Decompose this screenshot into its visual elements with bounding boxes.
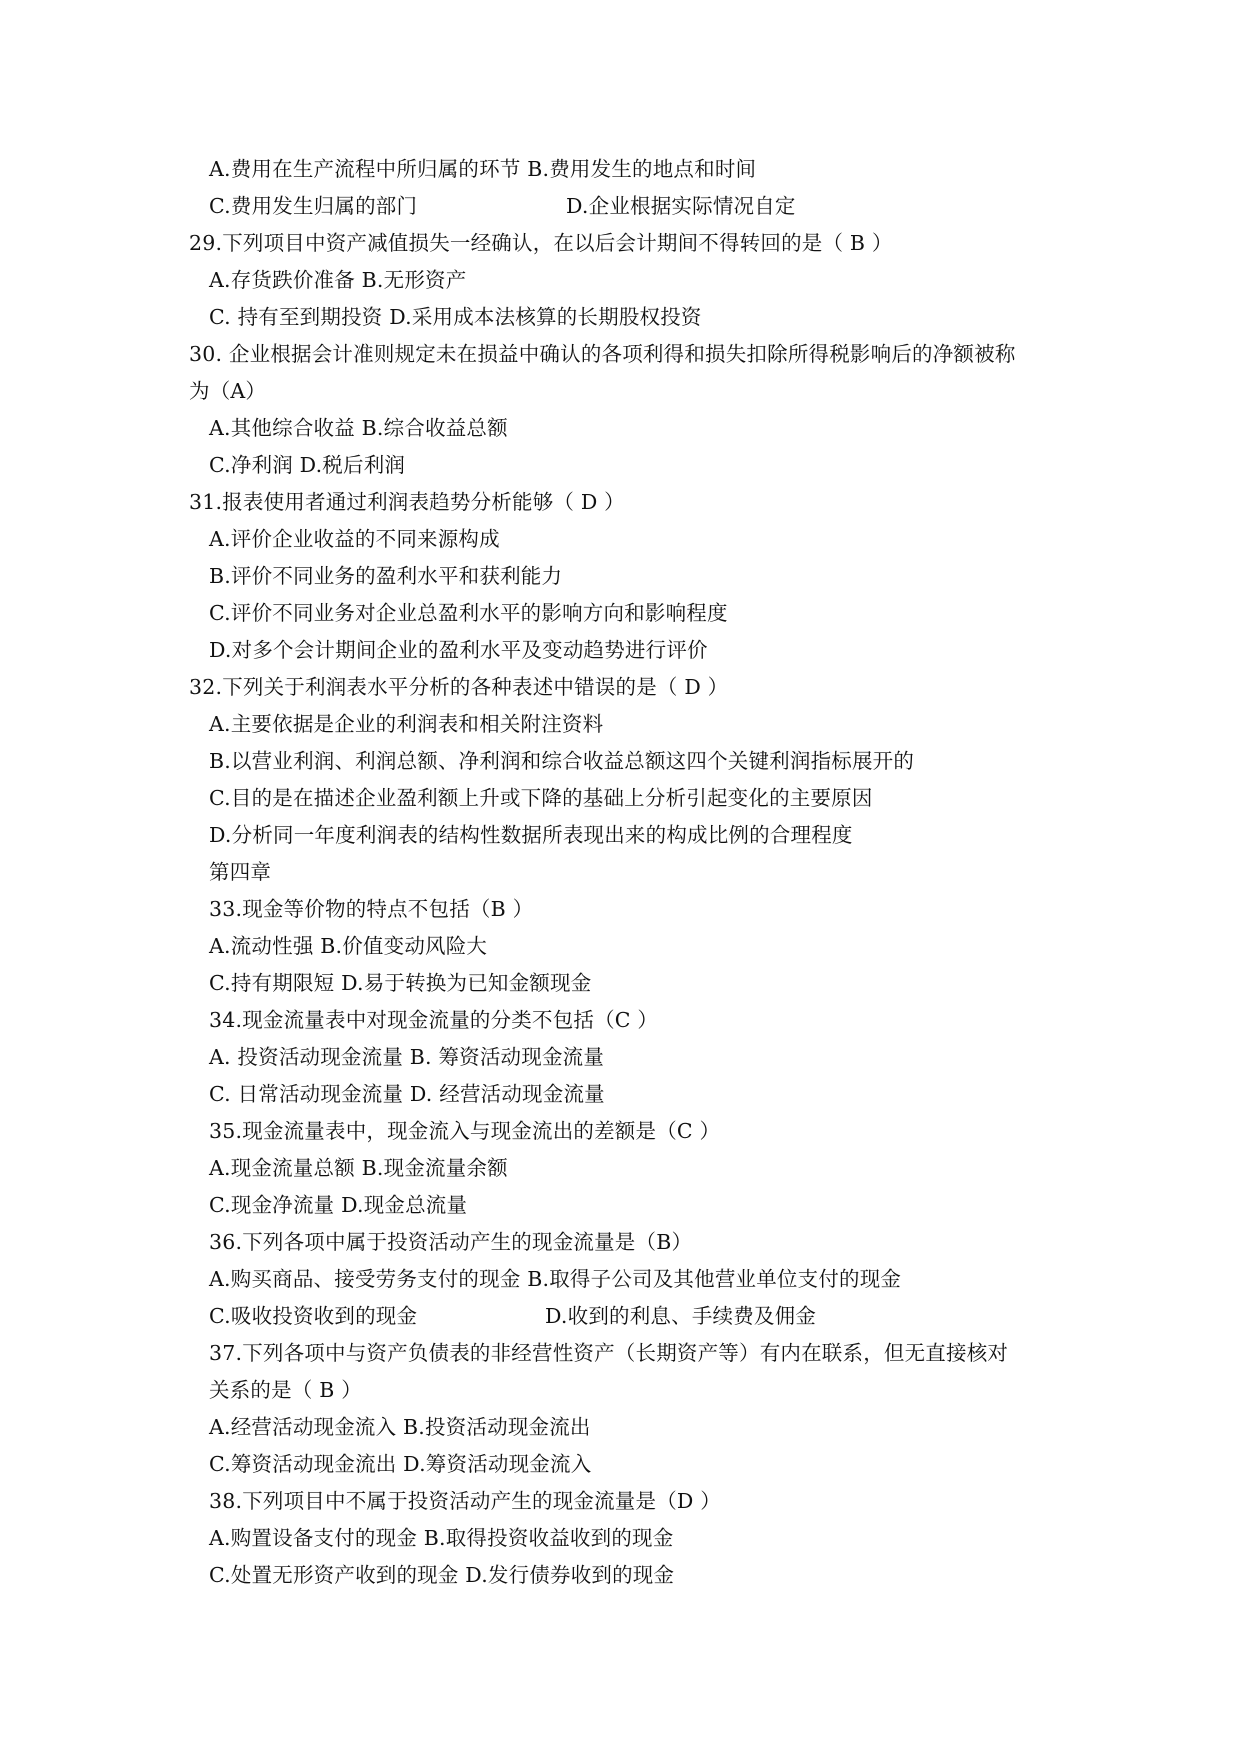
option-line: A.存货跌价准备 B.无形资产 — [209, 268, 467, 292]
option-line: C.净利润 D.税后利润 — [209, 453, 406, 477]
question-31: 31.报表使用者通过利润表趋势分析能够（ D ） — [189, 490, 625, 514]
option-line: A.其他综合收益 B.综合收益总额 — [209, 416, 508, 440]
option-line: B.评价不同业务的盈利水平和获利能力 — [209, 564, 563, 588]
option-line: A.购置设备支付的现金 B.取得投资收益收到的现金 — [209, 1526, 674, 1550]
option-line: C. 持有至到期投资 D.采用成本法核算的长期股权投资 — [209, 305, 702, 329]
question-38: 38.下列项目中不属于投资活动产生的现金流量是（D ） — [209, 1489, 721, 1513]
option-line: A. 投资活动现金流量 B. 筹资活动现金流量 — [209, 1045, 605, 1069]
question-30-cont: 为（A） — [189, 379, 267, 403]
option-line: C.目的是在描述企业盈利额上升或下降的基础上分析引起变化的主要原因 — [209, 786, 873, 810]
option-line: A.流动性强 B.价值变动风险大 — [209, 934, 488, 958]
option-line: C. 日常活动现金流量 D. 经营活动现金流量 — [209, 1082, 605, 1106]
option-line: C.费用发生归属的部门 — [209, 194, 418, 218]
question-35: 35.现金流量表中，现金流入与现金流出的差额是（C ） — [209, 1119, 721, 1143]
option-line: D.分析同一年度利润表的结构性数据所表现出来的构成比例的合理程度 — [209, 823, 853, 847]
option-line: D.对多个会计期间企业的盈利水平及变动趋势进行评价 — [209, 638, 708, 662]
option-line: D.企业根据实际情况自定 — [566, 194, 796, 218]
question-36: 36.下列各项中属于投资活动产生的现金流量是（B） — [209, 1230, 693, 1254]
option-line: A.购买商品、接受劳务支付的现金 B.取得子公司及其他营业单位支付的现金 — [209, 1267, 902, 1291]
question-29: 29.下列项目中资产减值损失一经确认，在以后会计期间不得转回的是（ B ） — [189, 231, 893, 255]
chapter-heading: 第四章 — [209, 860, 272, 884]
question-37-cont: 关系的是（ B ） — [209, 1378, 362, 1402]
question-37: 37.下列各项中与资产负债表的非经营性资产（长期资产等）有内在联系，但无直接核对 — [209, 1341, 1009, 1365]
question-33: 33.现金等价物的特点不包括（B ） — [209, 897, 534, 921]
option-line: C.评价不同业务对企业总盈利水平的影响方向和影响程度 — [209, 601, 728, 625]
option-line: A.主要依据是企业的利润表和相关附注资料 — [209, 712, 604, 736]
question-30: 30. 企业根据会计准则规定未在损益中确认的各项利得和损失扣除所得税影响后的净额被称 — [189, 342, 1016, 366]
option-line: A.评价企业收益的不同来源构成 — [209, 527, 500, 551]
option-line: C.吸收投资收到的现金 — [209, 1304, 418, 1328]
option-line: D.收到的利息、手续费及佣金 — [545, 1304, 817, 1328]
question-32: 32.下列关于利润表水平分析的各种表述中错误的是（ D ） — [189, 675, 729, 699]
option-line: A.现金流量总额 B.现金流量余额 — [209, 1156, 508, 1180]
option-line: C.持有期限短 D.易于转换为已知金额现金 — [209, 971, 592, 995]
option-line: A.费用在生产流程中所归属的环节 B.费用发生的地点和时间 — [209, 157, 757, 181]
option-line: C.筹资活动现金流出 D.筹资活动现金流入 — [209, 1452, 592, 1476]
option-line: C.处置无形资产收到的现金 D.发行债券收到的现金 — [209, 1563, 675, 1587]
option-line: C.现金净流量 D.现金总流量 — [209, 1193, 468, 1217]
question-34: 34.现金流量表中对现金流量的分类不包括（C ） — [209, 1008, 659, 1032]
option-line: A.经营活动现金流入 B.投资活动现金流出 — [209, 1415, 591, 1439]
option-line: B.以营业利润、利润总额、净利润和综合收益总额这四个关键利润指标展开的 — [209, 749, 915, 773]
